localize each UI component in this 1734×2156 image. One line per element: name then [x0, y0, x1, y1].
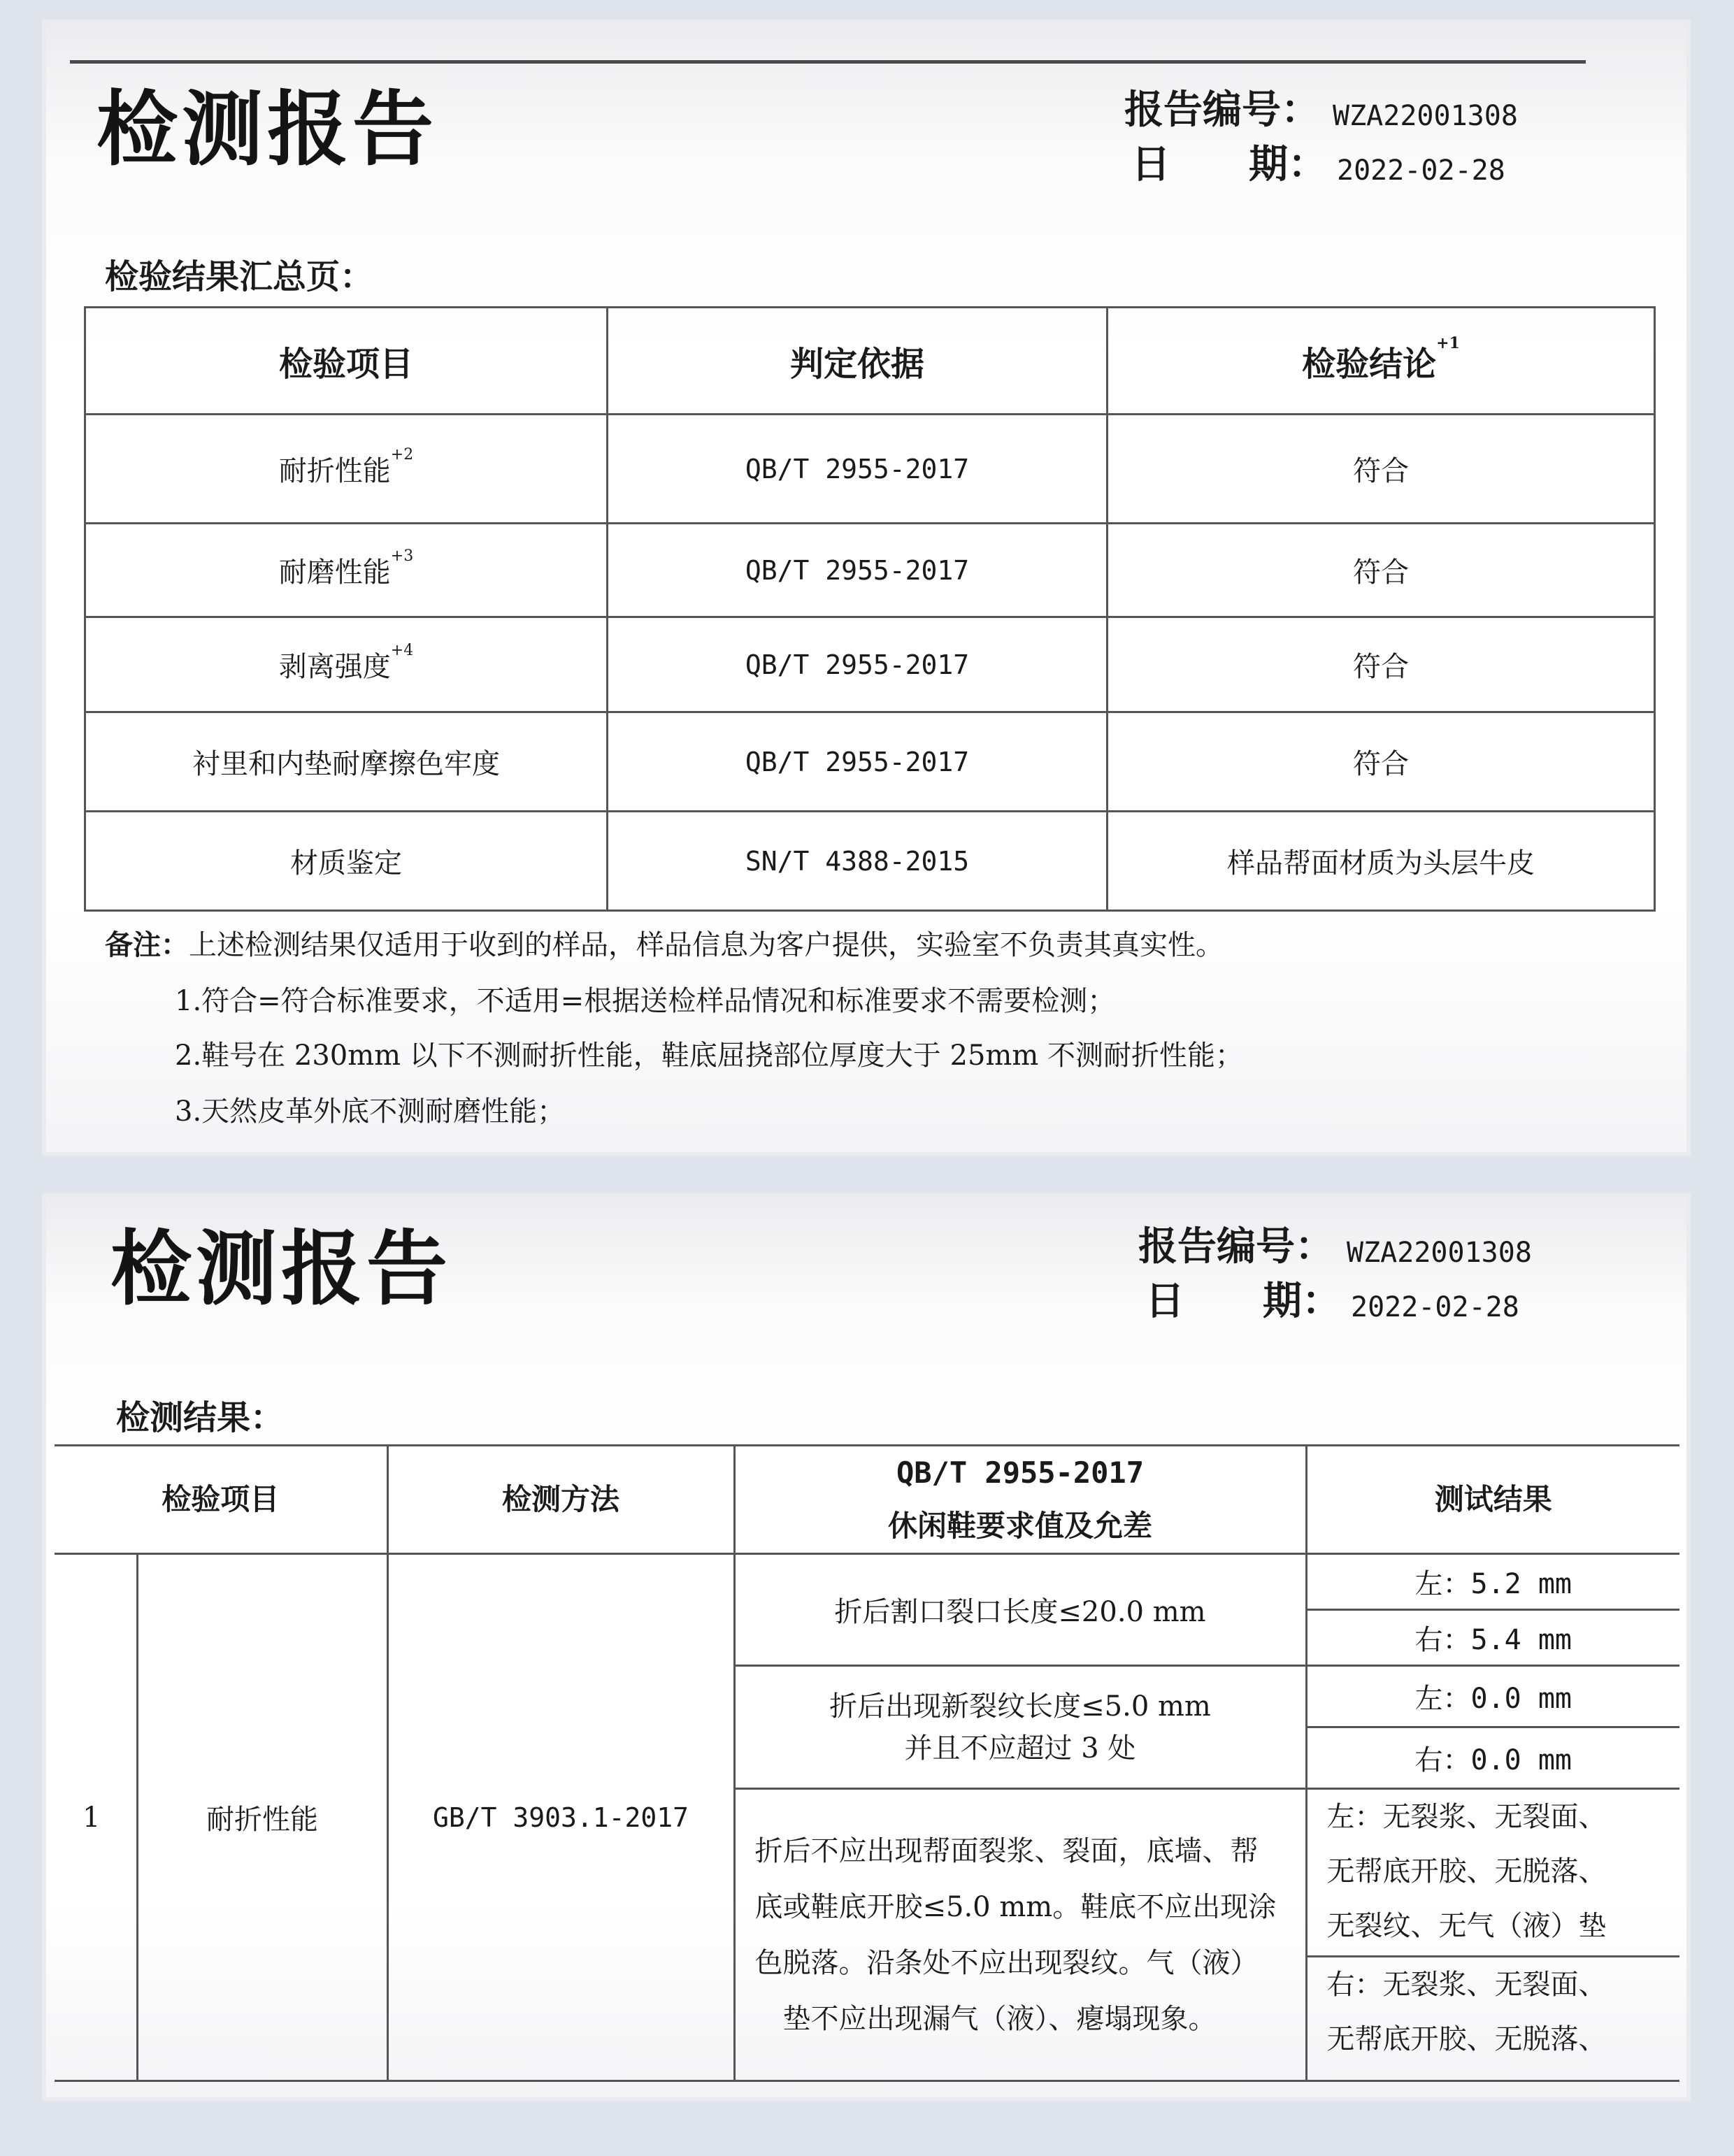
- results-table-header: [55, 1446, 1679, 1554]
- header-test-result: 测试结果: [1306, 1446, 1679, 1554]
- result-cell: 右：5.4 mm: [1306, 1610, 1679, 1666]
- row-basis: SN/T 4388-2015: [607, 812, 1107, 911]
- row-conclusion: 符合: [1108, 617, 1655, 712]
- header-conclusion: 检验结论$^{+1}$: [1108, 308, 1655, 415]
- header-standard-requirements: [734, 1446, 1306, 1554]
- report-date-label: 日 期：: [1131, 142, 1327, 187]
- requirement-cell: 折后出现新裂纹长度≤5.0 mm 并且不应超过 3 处: [734, 1666, 1306, 1789]
- row-item: 材质鉴定: [85, 812, 608, 911]
- requirement-cell: 折后割口裂口长度≤20.0 mm: [734, 1554, 1306, 1666]
- table-row: [55, 1554, 1679, 1610]
- report-number-label: 报告编号：: [1138, 1224, 1334, 1270]
- row-number: 1: [55, 1554, 137, 2081]
- report-number-label: 报告编号：: [1124, 87, 1320, 133]
- row-method: GB/T 3903.1-2017: [387, 1554, 734, 2081]
- requirement-cell: 折后不应出现帮面裂浆、裂面，底墙、帮 底或鞋底开胶≤5.0 mm。鞋底不应出现涂 色脱落。沿条处不应出现裂纹。气（液） 垫不应出现漏气（液）、瘪塌现象。: [734, 1789, 1306, 2081]
- header-judgement-basis: 判定依据: [607, 308, 1107, 415]
- results-table: [55, 1444, 1679, 2082]
- result-cell: 左：0.0 mm: [1306, 1666, 1679, 1727]
- remarks-text: 上述检测结果仅适用于收到的样品，样品信息为客户提供，实验室不负责其真实性。: [189, 929, 1224, 961]
- row-basis: QB/T 2955-2017: [607, 415, 1107, 524]
- report-title: 检测报告: [110, 1222, 452, 1316]
- note-item: 2.鞋号在 230mm 以下不测耐折性能，鞋底屈挠部位厚度大于 25mm 不测耐折性能；: [175, 1040, 1243, 1072]
- report-date: 2022-02-28: [1337, 154, 1505, 187]
- header-rule: [70, 60, 1586, 64]
- result-cell: 右：0.0 mm: [1306, 1727, 1679, 1789]
- row-conclusion: 样品帮面材质为头层牛皮: [1108, 812, 1655, 911]
- report-title: 检测报告: [96, 82, 438, 177]
- row-item: 耐折性能$^{+2}$: [85, 415, 608, 524]
- row-item: 衬里和内垫耐摩擦色牢度: [85, 712, 608, 812]
- report-summary-page: [46, 24, 1686, 1152]
- header-inspection-item: 检验项目: [85, 308, 608, 415]
- remarks-label: 备注：: [105, 928, 189, 961]
- report-number: WZA22001308: [1333, 100, 1518, 132]
- summary-section-title: 检验结果汇总页：: [105, 257, 374, 296]
- row-item: 耐磨性能$^{+3}$: [85, 524, 608, 617]
- results-section-title: 检测结果：: [116, 1398, 285, 1437]
- row-item: 耐折性能: [137, 1554, 387, 2081]
- row-basis: QB/T 2955-2017: [607, 524, 1107, 617]
- table-row: [85, 415, 1655, 524]
- header-standard-desc: 休闲鞋要求值及允差: [887, 1509, 1152, 1543]
- row-basis: QB/T 2955-2017: [607, 617, 1107, 712]
- row-item: 剥离强度$^{+4}$: [85, 617, 608, 712]
- table-row: [85, 524, 1655, 617]
- table-row: [85, 812, 1655, 911]
- result-cell: 右：无裂浆、无裂面、 无帮底开胶、无脱落、: [1306, 1957, 1679, 2081]
- table-row: [85, 712, 1655, 812]
- summary-table-header: [85, 308, 1655, 415]
- row-conclusion: 符合: [1108, 524, 1655, 617]
- summary-table: [84, 306, 1656, 912]
- note-item: 1.符合=符合标准要求，不适用=根据送检样品情况和标准要求不需要检测；: [175, 985, 1116, 1017]
- report-number: WZA22001308: [1347, 1237, 1532, 1269]
- row-conclusion: 符合: [1108, 415, 1655, 524]
- report-detail-page: [46, 1197, 1686, 2097]
- row-basis: QB/T 2955-2017: [607, 712, 1107, 812]
- row-conclusion: 符合: [1108, 712, 1655, 812]
- remarks: [105, 928, 1224, 961]
- note-item: 3.天然皮革外底不测耐磨性能；: [175, 1095, 566, 1128]
- result-cell: 左：5.2 mm: [1306, 1554, 1679, 1610]
- result-cell: 左：无裂浆、无裂面、 无帮底开胶、无脱落、 无裂纹、无气（液）垫: [1306, 1789, 1679, 1957]
- table-row: [85, 617, 1655, 712]
- report-date-label: 日 期：: [1145, 1279, 1341, 1324]
- header-test-method: 检测方法: [387, 1446, 734, 1554]
- header-standard-code: QB/T 2955-2017: [896, 1456, 1144, 1490]
- report-date: 2022-02-28: [1351, 1291, 1519, 1323]
- header-inspection-item: 检验项目: [55, 1446, 387, 1554]
